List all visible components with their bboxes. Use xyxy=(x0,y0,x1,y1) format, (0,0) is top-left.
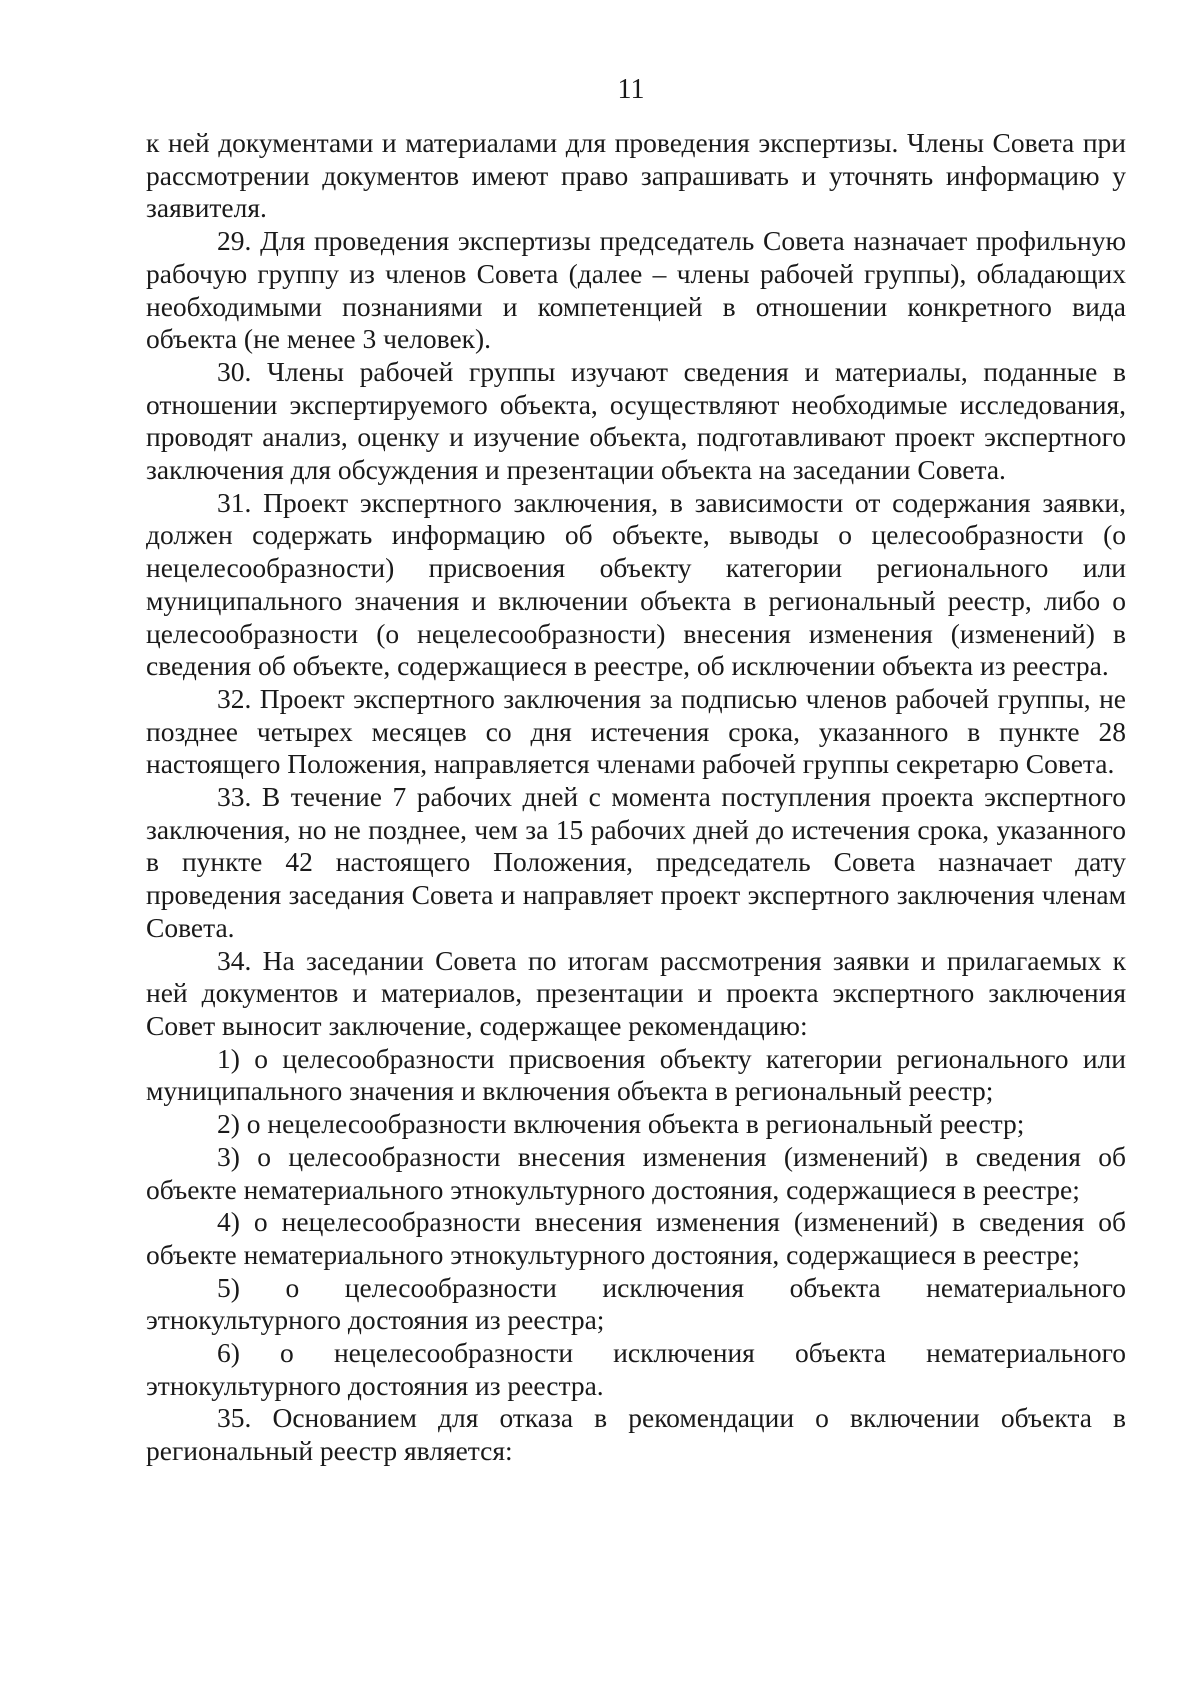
list-item-1: 1) о целесообразности присвоения объекту категории регионального или муниципального значения и включения объекта в региональный реестр; xyxy=(146,1042,1126,1107)
paragraph-32: 32. Проект экспертного заключения за подписью членов рабочей группы, не позднее четырех месяцев со дня истечения срока, указанного в пункте 28 настоящего Положения, направляется членами рабочей группы секретарю Совета. xyxy=(146,682,1126,780)
document-body xyxy=(146,127,1126,1468)
paragraph-31: 31. Проект экспертного заключения, в зависимости от содержания заявки, должен содержать информацию об объекте, выводы о целесообразности (о нецелесообразности) присвоения объекту категории регионального или муниципального значения и включении объекта в региональный реестр, либо о целесообразности (о нецелесообразности) внесения изменения (изменений) в сведения об объекте, содержащиеся в реестре, об исключении объекта из реестра. xyxy=(146,486,1126,682)
list-item-4: 4) о нецелесообразности внесения изменения (изменений) в сведения об объекте нематериального этнокультурного достояния, содержащиеся в реестре; xyxy=(146,1206,1126,1270)
paragraph-34: 34. На заседании Совета по итогам рассмотрения заявки и прилагаемых к ней документов и материалов, презентации и проекта экспертного заключения Совет выносит заключение, содержащее рекомендацию: xyxy=(146,944,1126,1041)
paragraph-continuation: к ней документами и материалами для проведения экспертизы. Члены Совета при рассмотрении документов имеют право запрашивать и уточнять информацию у заявителя. xyxy=(146,127,1126,224)
list-item-5: 5) о целесообразности исключения объекта нематериального этнокультурного достояния из реестра; xyxy=(146,1271,1126,1336)
paragraph-29: 29. Для проведения экспертизы председатель Совета назначает профильную рабочую группу из членов Совета (далее – члены рабочей группы), обладающих необходимыми познаниями и компетенцией в отношении конкретного вида объекта (не менее 3 человек). xyxy=(146,225,1126,355)
list-item-3: 3) о целесообразности внесения изменения (изменений) в сведения об объекте нематериального этнокультурного достояния, содержащиеся в реестре; xyxy=(146,1140,1126,1205)
paragraph-33: 33. В течение 7 рабочих дней с момента поступления проекта экспертного заключения, но не позднее, чем за 15 рабочих дней до истечения срока, указанного в пункте 42 настоящего Положения, председатель Совета назначает дату проведения заседания Совета и направляет проект экспертного заключения членам Совета. xyxy=(146,781,1126,943)
list-item-2: 2) о нецелесообразности включения объекта в региональный реестр; xyxy=(217,1108,1025,1140)
paragraph-35: 35. Основанием для отказа в рекомендации о включении объекта в региональный реестр является: xyxy=(146,1402,1126,1467)
page-number: 11 xyxy=(617,74,645,105)
paragraph-30: 30. Члены рабочей группы изучают сведения и материалы, поданные в отношении экспертируемого объекта, осуществляют необходимые исследования, проводят анализ, оценку и изучение объекта, подготавливают проект экспертного заключения для обсуждения и презентации объекта на заседании Совета. xyxy=(146,355,1126,486)
list-item-6: 6) о нецелесообразности исключения объекта нематериального этнокультурного достояния из реестра. xyxy=(146,1337,1126,1401)
